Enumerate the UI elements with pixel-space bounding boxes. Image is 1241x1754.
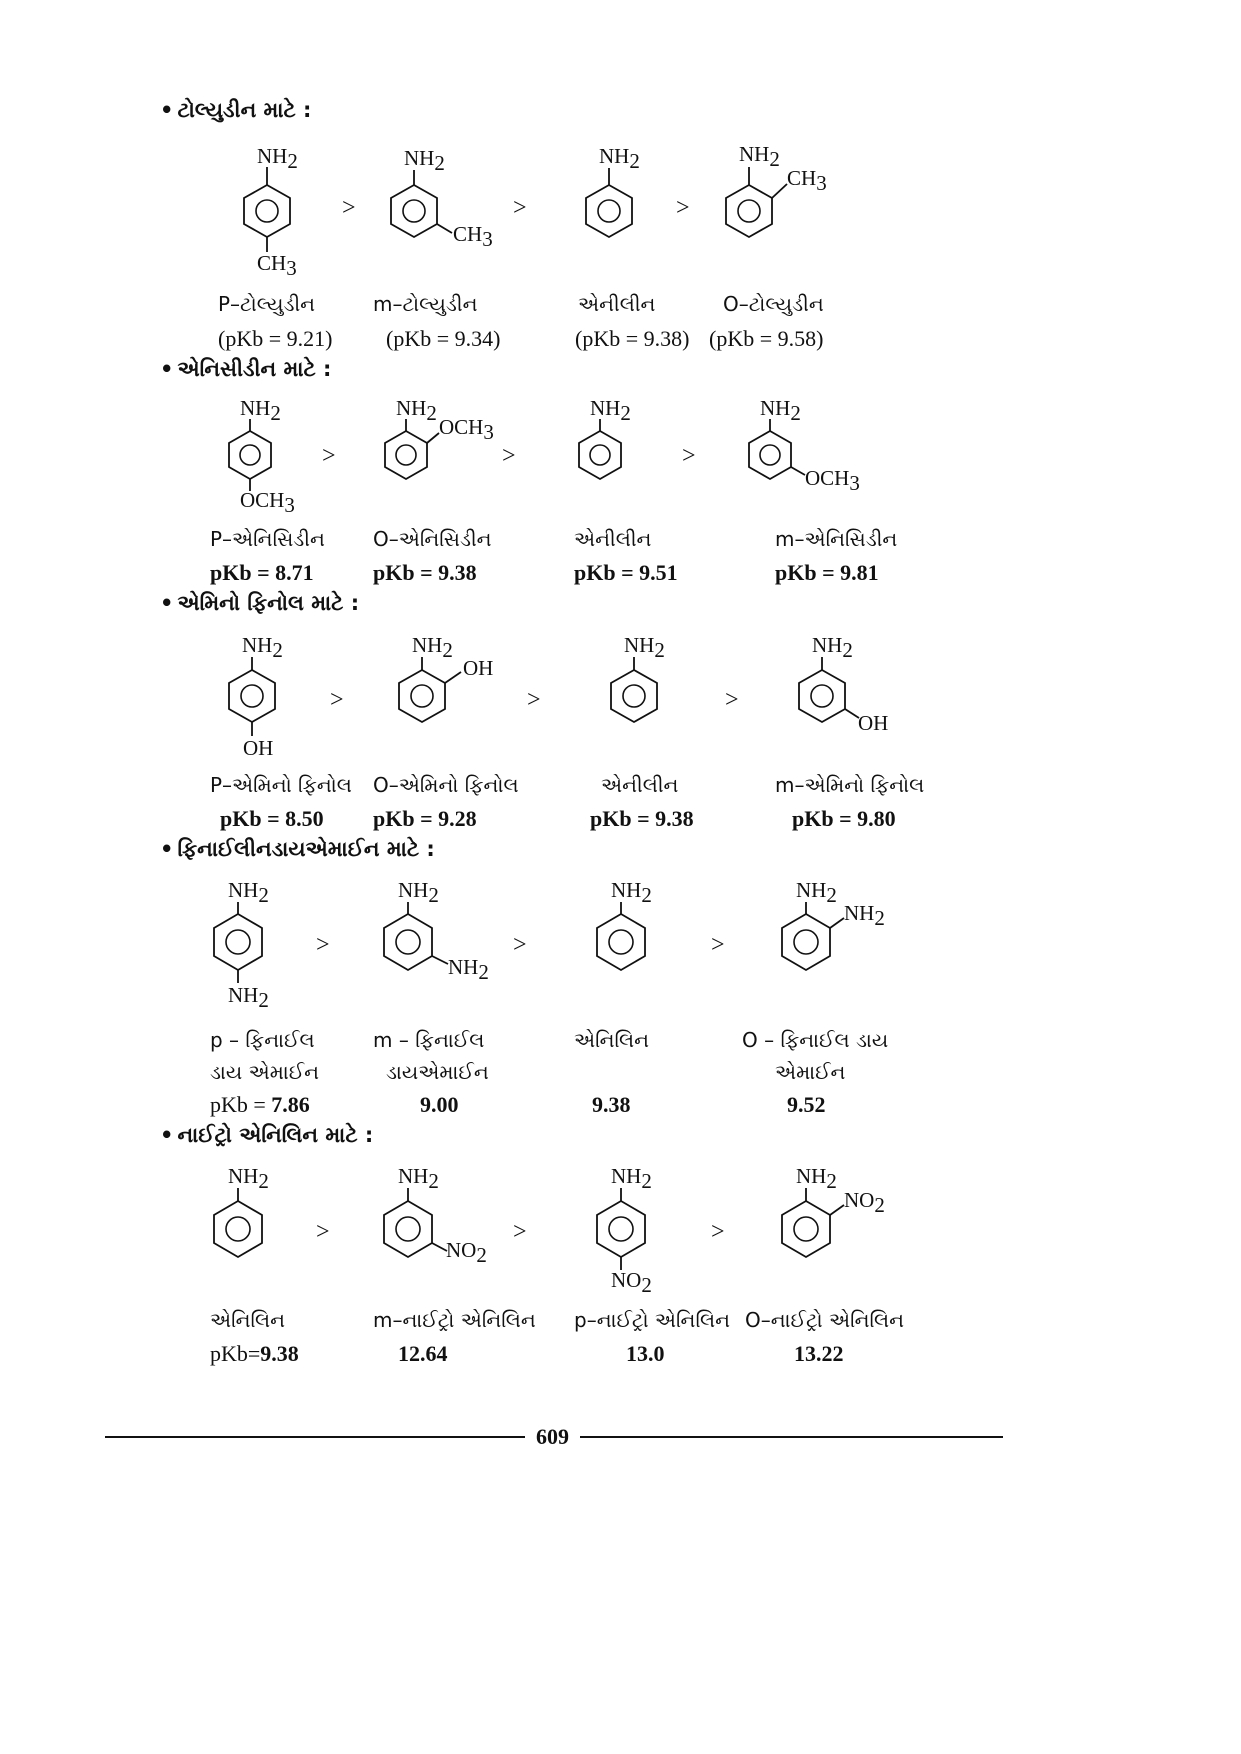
- compound-name: O – ફિનાઈલ ડાય: [742, 1028, 889, 1052]
- greater-than-sign: >: [725, 687, 739, 713]
- section-heading-aminophenol: • એમિનો ફિનોલ માટે :: [160, 591, 360, 615]
- bullet-icon: •: [160, 837, 174, 861]
- nh2-label: NH2: [396, 396, 437, 425]
- nh2-label: NH2: [404, 146, 445, 175]
- greater-than-sign: >: [502, 443, 516, 469]
- footer-rule-left: [105, 1436, 525, 1438]
- greater-than-sign: >: [676, 195, 690, 221]
- benzene-ring: [799, 670, 845, 722]
- pkb-value: pKb = 9.80: [792, 806, 896, 831]
- greater-than-sign: >: [513, 932, 527, 958]
- compound-name: m–નાઈટ્રો એનિલિન: [373, 1308, 536, 1332]
- oh-label: OH: [463, 656, 494, 680]
- nh2-label: NH2: [590, 396, 631, 425]
- greater-than-sign: >: [316, 932, 330, 958]
- pkb-value: (pKb = 9.58): [709, 326, 824, 351]
- footer-rule-right: [580, 1436, 1003, 1438]
- bullet-icon: •: [160, 357, 174, 381]
- nh2-label: NH2: [812, 633, 853, 662]
- compound-name: એનિલિન: [574, 1028, 650, 1052]
- benzene-ring: [726, 185, 772, 237]
- bullet-icon: •: [160, 98, 174, 122]
- no2-label: NO2: [446, 1238, 487, 1267]
- pkb-value: pKb = 9.38: [590, 806, 694, 831]
- benzene-ring: [385, 431, 427, 479]
- benzene-ring: [597, 914, 645, 970]
- benzene-ring: [229, 670, 275, 722]
- greater-than-sign: >: [330, 687, 344, 713]
- compound-name: P–એનિસિડીન: [210, 527, 325, 551]
- compound-name: p–નાઈટ્રો એનિલિન: [574, 1308, 730, 1332]
- molecule-aniline: [575, 140, 675, 250]
- benzene-ring: [749, 431, 791, 479]
- compound-name: m – ફિનાઈલ: [373, 1028, 485, 1052]
- nh2-label: NH2: [228, 1164, 269, 1193]
- benzene-ring: [384, 914, 432, 970]
- nh2-label: NH2: [796, 1164, 837, 1193]
- benzene-ring: [384, 1201, 432, 1257]
- compound-name: p – ફિનાઈલ: [210, 1028, 315, 1052]
- och3-label: OCH3: [240, 488, 295, 517]
- pkb-value: 9.52: [787, 1092, 826, 1117]
- molecule-o-aminophenol: [395, 630, 505, 740]
- ch3-label: CH3: [257, 251, 297, 280]
- nh2-label: NH2: [257, 144, 298, 173]
- nh2-label: NH2: [611, 878, 652, 907]
- nh2-label: NH2: [228, 983, 269, 1012]
- no2-label: NO2: [844, 1188, 885, 1217]
- benzene-ring: [214, 914, 262, 970]
- molecule-o-phenylenediamine: [778, 872, 908, 982]
- compound-name: O–નાઈટ્રો એનિલિન: [745, 1308, 905, 1332]
- greater-than-sign: >: [527, 687, 541, 713]
- benzene-ring: [586, 185, 632, 237]
- pkb-value: (pKb = 9.34): [386, 326, 501, 351]
- section-heading-anisidine: • એનિસીડીન માટે :: [160, 357, 332, 381]
- oh-label: OH: [858, 711, 889, 735]
- nh2-label: NH2: [739, 142, 780, 171]
- compound-name: O–એનિસિડીન: [373, 527, 492, 551]
- molecule-aniline: [593, 872, 693, 982]
- nh2-label: NH2: [228, 878, 269, 907]
- molecule-p-nitroaniline: [593, 1160, 693, 1300]
- benzene-ring: [214, 1201, 262, 1257]
- molecule-m-phenylenediamine: [380, 872, 510, 987]
- benzene-ring: [782, 914, 830, 970]
- greater-than-sign: >: [316, 1219, 330, 1245]
- section-heading-nitroaniline: • નાઈટ્રો એનિલિન માટે :: [160, 1123, 374, 1147]
- nh2-label: NH2: [242, 633, 283, 662]
- greater-than-sign: >: [322, 443, 336, 469]
- pkb-value: 9.38: [592, 1092, 631, 1117]
- ch3-label: CH3: [787, 166, 827, 195]
- pkb-value: pKb = 7.86: [210, 1092, 310, 1117]
- compound-name-continued: ડાય એમાઈન: [210, 1060, 320, 1084]
- compound-name: એનીલીન: [574, 527, 652, 551]
- greater-than-sign: >: [513, 1219, 527, 1245]
- benzene-ring: [399, 670, 445, 722]
- benzene-ring: [597, 1201, 645, 1257]
- nh2-label: NH2: [611, 1164, 652, 1193]
- molecule-m-nitroaniline: [380, 1160, 510, 1275]
- nh2-label: NH2: [760, 396, 801, 425]
- bullet-icon: •: [160, 591, 174, 615]
- molecule-o-anisidine: [377, 395, 507, 495]
- och3-label: OCH3: [805, 466, 860, 495]
- benzene-ring: [782, 1201, 830, 1257]
- pkb-value: pKb = 9.38: [373, 560, 477, 585]
- pkb-value: pKb = 9.28: [373, 806, 477, 831]
- molecule-aniline: [210, 1160, 310, 1270]
- benzene-ring: [611, 670, 657, 722]
- molecule-m-aminophenol: [795, 630, 915, 745]
- compound-name-continued: એમાઈન: [775, 1060, 846, 1084]
- pkb-value: pKb = 8.71: [210, 560, 314, 585]
- ch3-label: CH3: [453, 222, 493, 251]
- compound-name: એનીલીન: [601, 773, 679, 797]
- no2-label: NO2: [611, 1268, 652, 1297]
- compound-name: m–ટોલ્યુડીન: [373, 292, 478, 316]
- molecule-o-toluidine: [715, 140, 855, 250]
- nh2-label: NH2: [624, 633, 665, 662]
- pkb-value: pKb = 9.51: [574, 560, 678, 585]
- molecule-p-toluidine: [225, 140, 325, 280]
- nh2-label: NH2: [240, 396, 281, 425]
- benzene-ring: [391, 185, 437, 237]
- section-heading-phenylenediamine: • ફિનાઈલીનડાયએમાઈન માટે :: [160, 837, 435, 861]
- molecule-p-aminophenol: [225, 630, 325, 765]
- pkb-value: pKb = 9.81: [775, 560, 879, 585]
- pkb-value: pKb=9.38: [210, 1341, 299, 1366]
- molecule-m-anisidine: [742, 395, 872, 505]
- greater-than-sign: >: [711, 932, 725, 958]
- compound-name: m–એમિનો ફિનોલ: [775, 773, 925, 797]
- compound-name: O–એમિનો ફિનોલ: [373, 773, 519, 797]
- nh2-label: NH2: [412, 633, 453, 662]
- bullet-icon: •: [160, 1123, 174, 1147]
- compound-name: m–એનિસિડીન: [775, 527, 898, 551]
- pkb-value: 13.0: [626, 1341, 665, 1366]
- molecule-p-anisidine: [222, 395, 322, 520]
- greater-than-sign: >: [711, 1219, 725, 1245]
- pkb-value: (pKb = 9.21): [218, 326, 333, 351]
- nh2-label: NH2: [844, 901, 885, 930]
- pkb-value: 13.22: [794, 1341, 844, 1366]
- compound-name: એનિલિન: [210, 1308, 286, 1332]
- compound-name: O–ટોલ્યુડીન: [723, 292, 824, 316]
- greater-than-sign: >: [342, 195, 356, 221]
- pkb-value: pKb = 8.50: [220, 806, 324, 831]
- pkb-value: 9.00: [420, 1092, 459, 1117]
- nh2-label: NH2: [796, 878, 837, 907]
- molecule-aniline: [607, 630, 707, 740]
- greater-than-sign: >: [513, 195, 527, 221]
- benzene-ring: [244, 185, 290, 237]
- nh2-label: NH2: [398, 878, 439, 907]
- molecule-m-toluidine: [380, 140, 510, 260]
- och3-label: OCH3: [439, 415, 494, 444]
- benzene-ring: [579, 431, 621, 479]
- pkb-value: (pKb = 9.38): [575, 326, 690, 351]
- compound-name: P–એમિનો ફિનોલ: [210, 773, 352, 797]
- pkb-value: 12.64: [398, 1341, 448, 1366]
- page-number: 609: [536, 1424, 569, 1449]
- oh-label: OH: [243, 736, 274, 760]
- nh2-label: NH2: [448, 955, 489, 984]
- molecule-o-nitroaniline: [778, 1160, 908, 1270]
- molecule-p-phenylenediamine: [210, 872, 310, 1012]
- nh2-label: NH2: [398, 1164, 439, 1193]
- section-heading-toluidine: • ટોલ્યુડીન માટે :: [160, 98, 312, 122]
- compound-name: એનીલીન: [578, 292, 656, 316]
- greater-than-sign: >: [682, 443, 696, 469]
- compound-name: P–ટોલ્યુડીન: [218, 292, 316, 316]
- molecule-aniline: [572, 395, 672, 495]
- nh2-label: NH2: [599, 144, 640, 173]
- compound-name-continued: ડાયએમાઈન: [386, 1060, 489, 1084]
- benzene-ring: [229, 431, 271, 479]
